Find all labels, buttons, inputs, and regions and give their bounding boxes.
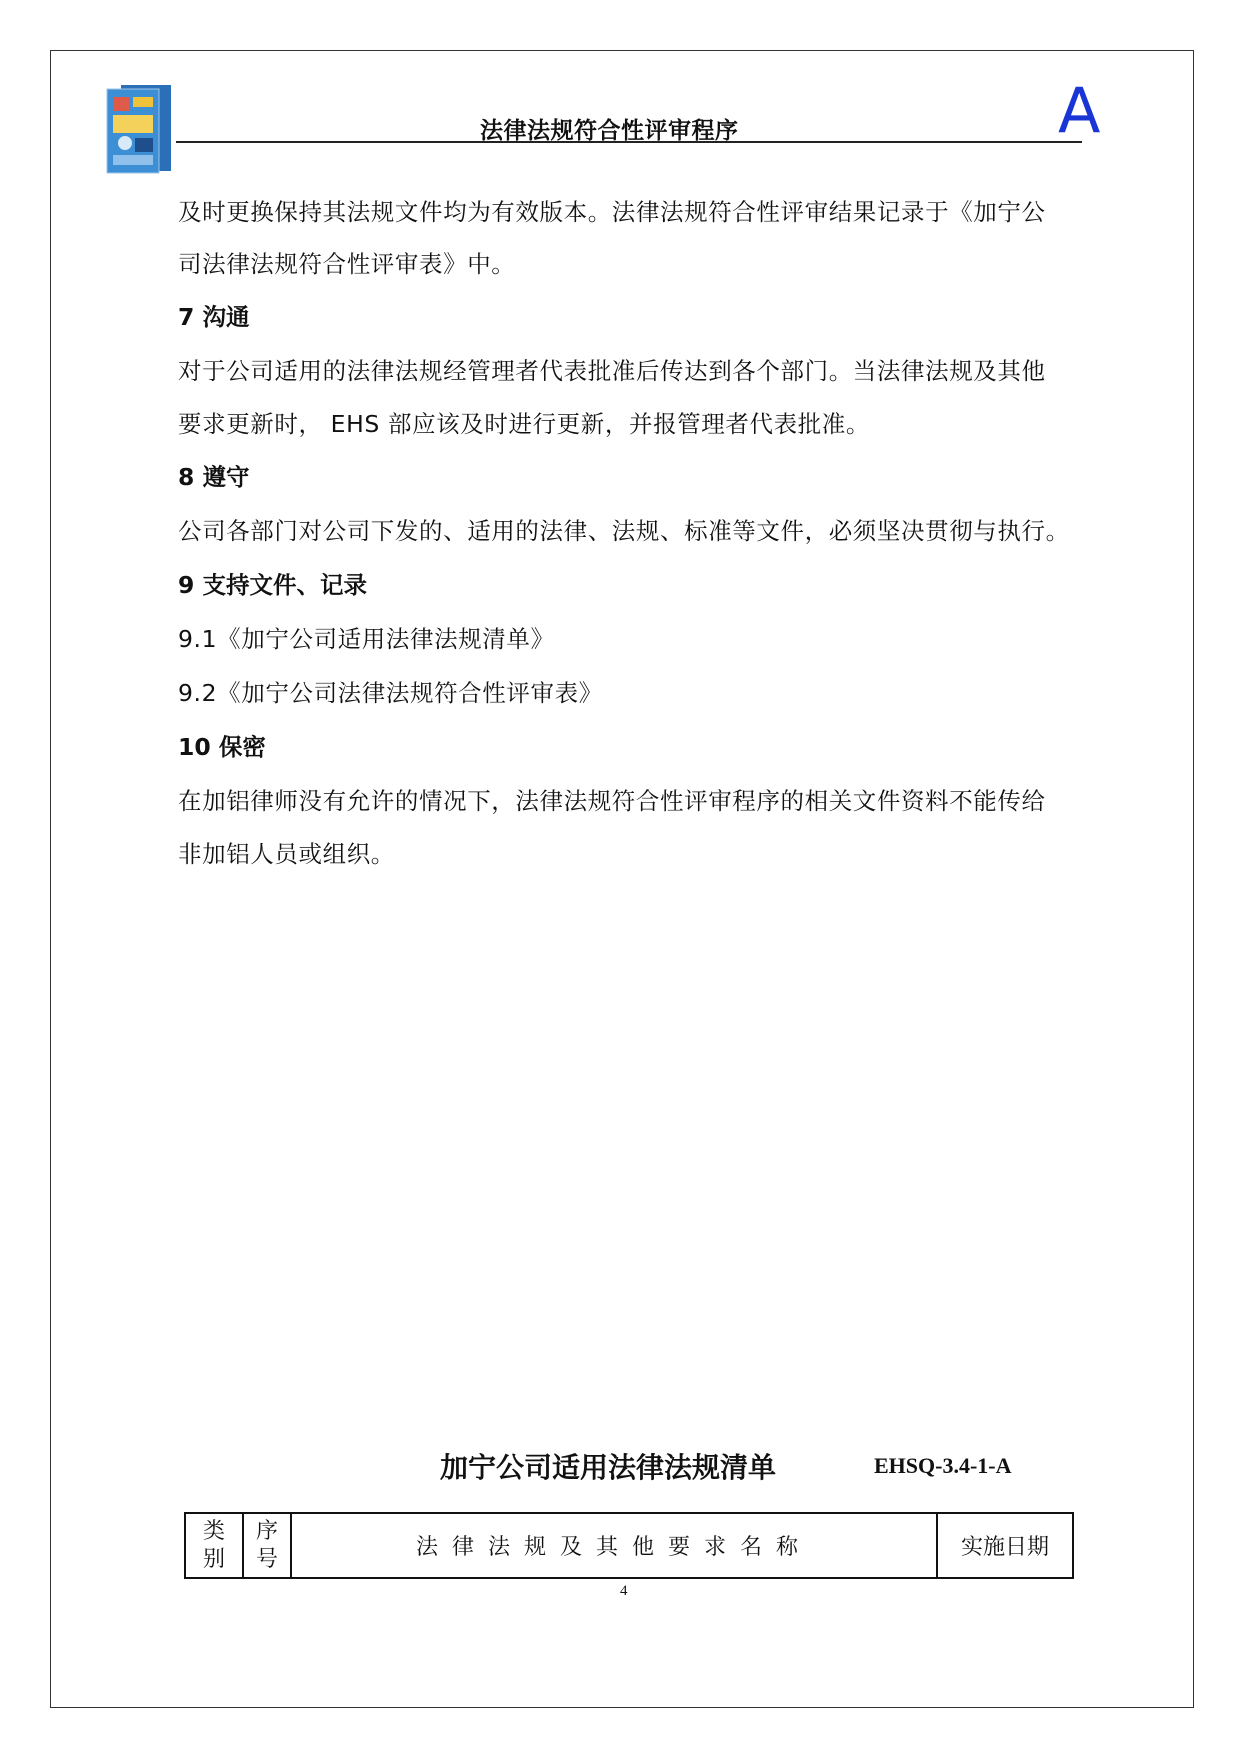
header-char: 序 xyxy=(255,1518,278,1544)
header-divider xyxy=(176,141,1082,143)
paragraph-line: 司法律法规符合性评审表》中。 xyxy=(178,250,516,278)
paragraph-line: 对于公司适用的法律法规经管理者代表批准后传达到各个部门。当法律法规及其他 xyxy=(178,357,1046,385)
header-title: 法律法规符合性评审程序 xyxy=(480,118,739,144)
section-heading: 9 支持文件、记录 xyxy=(178,571,368,599)
column-header-name xyxy=(291,1513,937,1578)
column-header-serial xyxy=(243,1513,291,1578)
list-item: 9.1《加宁公司适用法律法规清单》 xyxy=(178,625,555,653)
paragraph-line: 非加铝人员或组织。 xyxy=(178,840,395,868)
column-header-category xyxy=(185,1513,243,1578)
document-code: EHSQ-3.4-1-A xyxy=(874,1453,1012,1478)
revision-mark: A xyxy=(1058,74,1101,147)
paragraph-line: 要求更新时， EHS 部应该及时进行更新，并报管理者代表批准。 xyxy=(178,410,870,438)
list-item: 9.2《加宁公司法律法规符合性评审表》 xyxy=(178,679,603,707)
section-heading: 8 遵守 xyxy=(178,463,250,491)
table-header-row xyxy=(185,1513,1073,1578)
section-heading: 10 保密 xyxy=(178,733,266,761)
paragraph-line: 公司各部门对公司下发的、适用的法律、法规、标准等文件，必须坚决贯彻与执行。 xyxy=(178,517,1070,545)
paragraph-line: 及时更换保持其法规文件均为有效版本。法律法规符合性评审结果记录于《加宁公 xyxy=(178,198,1046,226)
company-logo-icon xyxy=(103,83,173,175)
header-char: 类 xyxy=(202,1518,225,1544)
header-char: 号 xyxy=(255,1546,278,1572)
list-title: 加宁公司适用法律法规清单 xyxy=(440,1451,777,1484)
paragraph-line: 在加铝律师没有允许的情况下，法律法规符合性评审程序的相关文件资料不能传给 xyxy=(178,787,1046,815)
header-text: 实施日期 xyxy=(960,1535,1049,1560)
column-header-date xyxy=(937,1513,1073,1578)
page-number: 4 xyxy=(620,1583,628,1599)
law-list-table xyxy=(184,1512,1074,1579)
section-heading: 7 沟通 xyxy=(178,303,250,331)
header-text: 法律法规及其他要求名称 xyxy=(415,1535,812,1560)
header-char: 别 xyxy=(202,1546,225,1572)
